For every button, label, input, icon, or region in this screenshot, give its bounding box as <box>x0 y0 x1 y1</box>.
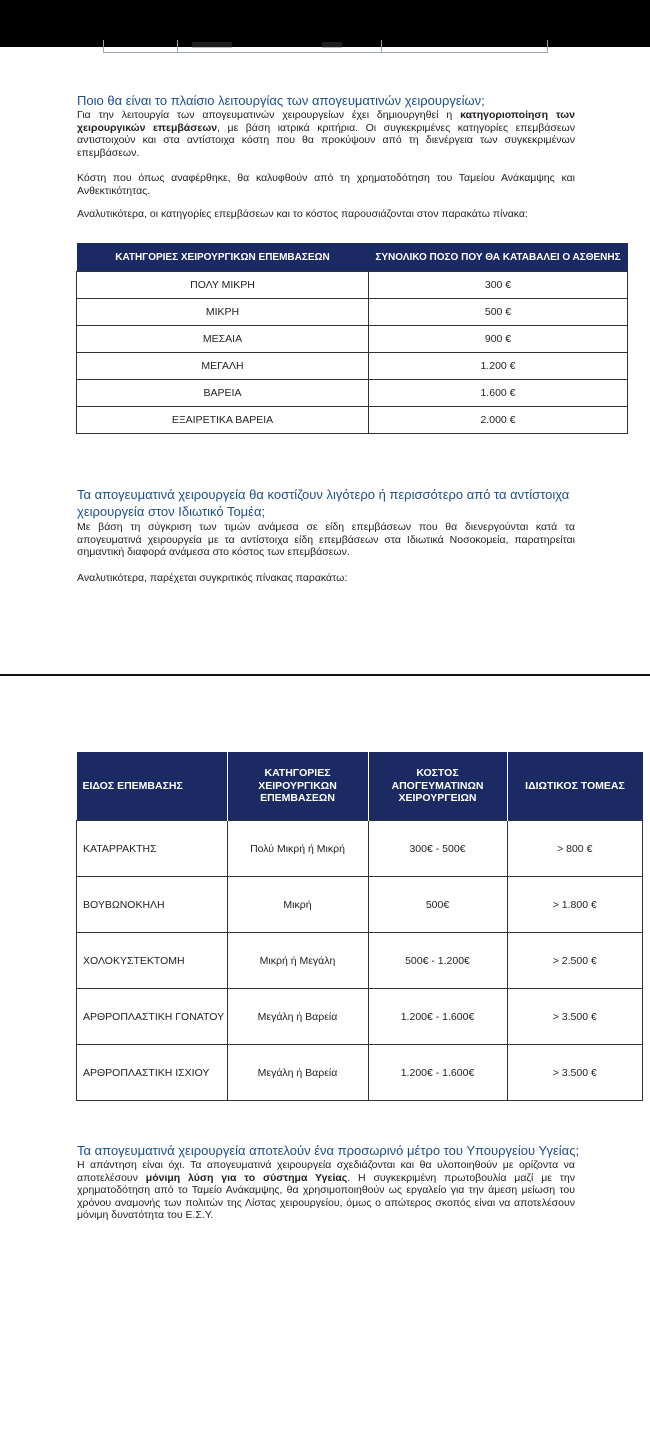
table-row <box>77 877 643 933</box>
table-cell: Μικρή <box>227 877 368 933</box>
table-cell: ΠΟΛΥ ΜΙΚΡΗ <box>77 272 369 299</box>
table-cell: Μεγάλη ή Βαρεία <box>227 1045 368 1101</box>
section1-paragraph-3: Αναλυτικότερα, οι κατηγορίες επεμβάσεων και το κόστος παρουσιάζονται στον παρακάτω πίνακα: <box>77 208 528 220</box>
comparison-table <box>76 752 643 1101</box>
table-cell: 500 € <box>369 299 628 326</box>
table-cell: 1.200€ - 1.600€ <box>368 989 507 1045</box>
section3-paragraph-1: Η απάντηση είναι όχι. Τα απογευματινά χειρουργεία σχεδιάζονται και θα υλοποιηθούν με ορίζοντα να αποτελέσουν μόνιμη λύση για το σύστημα Υγείας. Η συγκεκριμένη πρωτοβουλία μαζί με την χρηματοδότηση από το Ταμείο Ανάκαμψης, θα χρησιμοποιηθούν ως εργαλείο για την άμεση μείωση του χρόνου αναμονής των πολιτών της Λίστας χειρουργείου, όμως ο απώτερος σκοπός είναι να αποτελέσουν μόνιμη δυνατότητα του Ε.Σ.Υ. <box>77 1159 575 1222</box>
table-cell: Μικρή ή Μεγάλη <box>227 933 368 989</box>
section2-heading: Τα απογευματινά χειρουργεία θα κοστίζουν λιγότερο ή περισσότερο από τα αντίστοιχα χειρουργεία στον Ιδιωτικό Τομέα; <box>77 487 570 519</box>
section2-paragraph-2: Αναλυτικότερα, παρέχεται συγκριτικός πίνακας παρακάτω: <box>77 572 348 584</box>
section3-heading: Τα απογευματινά χειρουργεία αποτελούν ένα προσωρινό μέτρο του Υπουργείου Υγείας; <box>77 1143 580 1158</box>
table-cell: 900 € <box>369 326 628 353</box>
table-row <box>77 407 628 434</box>
section1-paragraph-2: Κόστη που όπως αναφέρθηκε, θα καλυφθούν από τη χρηματοδότηση του Ταμείου Ανάκαμψης και Ανθεκτικότητας. <box>77 172 575 197</box>
surgery-cost-table <box>76 243 628 434</box>
table-cell: 500€ <box>368 877 507 933</box>
table-cell: ΒΟΥΒΩΝΟΚΗΛΗ <box>77 877 228 933</box>
table-row <box>77 1045 643 1101</box>
table-header-row <box>77 752 643 821</box>
table-row <box>77 272 628 299</box>
table-cell: ΜΕΣΑΙΑ <box>77 326 369 353</box>
table-cell: 1.200 € <box>369 353 628 380</box>
table-cell: 1.600 € <box>369 380 628 407</box>
table-header-cell: ΣΥΝΟΛΙΚΟ ΠΟΣΟ ΠΟΥ ΘΑ ΚΑΤΑΒΑΛΕΙ Ο ΑΣΘΕΝΗΣ <box>369 243 628 272</box>
table-header-cell: ΚΑΤΗΓΟΡΙΕΣ ΧΕΙΡΟΥΡΓΙΚΩΝ ΕΠΕΜΒΑΣΕΩΝ <box>227 752 368 821</box>
section2-paragraph-1: Με βάση τη σύγκριση των τιμών ανάμεσα σε είδη επεμβάσεων που θα διενεργούνται κατά τα απογευματινά χειρουργεία με τα αντίστοιχα είδη επεμβάσεων στα Ιδιωτικά Νοσοκομεία, παρατηρείται σημαντική διαφορά ανάμεσα στο κόστος των επεμβάσεων. <box>77 521 575 559</box>
table-cell: ΑΡΘΡΟΠΛΑΣΤΙΚΗ ΓΟΝΑΤΟΥ <box>77 989 228 1045</box>
table-cell: ΚΑΤΑΡΡΑΚΤΗΣ <box>77 821 228 877</box>
table-cell: > 2.500 € <box>507 933 643 989</box>
table-row <box>77 299 628 326</box>
table-cell: 1.200€ - 1.600€ <box>368 1045 507 1101</box>
table-header-cell: ΕΙΔΟΣ ΕΠΕΜΒΑΣΗΣ <box>77 752 228 821</box>
table-row <box>77 326 628 353</box>
table-cell: 300€ - 500€ <box>368 821 507 877</box>
table-cell: 2.000 € <box>369 407 628 434</box>
table-header-cell: ΙΔΙΩΤΙΚΟΣ ΤΟΜΕΑΣ <box>507 752 643 821</box>
table-header-cell: ΚΑΤΗΓΟΡΙΕΣ ΧΕΙΡΟΥΡΓΙΚΩΝ ΕΠΕΜΒΑΣΕΩΝ <box>77 243 369 272</box>
table-row <box>77 380 628 407</box>
table-header-cell: ΚΟΣΤΟΣ ΑΠΟΓΕΥΜΑΤΙΝΩΝ ΧΕΙΡΟΥΡΓΕΙΩΝ <box>368 752 507 821</box>
table-row <box>77 933 643 989</box>
table-cell: ΒΑΡΕΙΑ <box>77 380 369 407</box>
table-cell: Πολύ Μικρή ή Μικρή <box>227 821 368 877</box>
table-cell: ΜΕΓΑΛΗ <box>77 353 369 380</box>
table-cell: 300 € <box>369 272 628 299</box>
table-row <box>77 989 643 1045</box>
table-cell: ΜΙΚΡΗ <box>77 299 369 326</box>
table-header-row <box>77 243 628 272</box>
table-cell: 500€ - 1.200€ <box>368 933 507 989</box>
table-cell: > 800 € <box>507 821 643 877</box>
section1-paragraph-1: Για την λειτουργία των απογευματινών χειρουργείων έχει δημιουργηθεί η κατηγοριοποίηση των χειρουργικών επεμβάσεων, με βάση ιατρικά κριτήρια. Οι συγκεκριμένες κατηγορίες επεμβάσεων αντιστοιχούν και στα αντίστοιχα κόστη που θα προκύψουν από τη διενέργεια των συγκεκριμένων επεμβάσεων. <box>77 109 575 159</box>
table-cell: > 1.800 € <box>507 877 643 933</box>
table-row <box>77 821 643 877</box>
previous-table-fragment <box>103 40 548 53</box>
table-cell: > 3.500 € <box>507 989 643 1045</box>
table-row <box>77 353 628 380</box>
table-cell: Μεγάλη ή Βαρεία <box>227 989 368 1045</box>
page-divider <box>0 674 650 676</box>
table-cell: ΧΟΛΟΚΥΣΤΕΚΤΟΜΗ <box>77 933 228 989</box>
section1-heading: Ποιο θα είναι το πλαίσιο λειτουργίας των απογευματινών χειρουργείων; <box>77 93 485 108</box>
table-cell: ΑΡΘΡΟΠΛΑΣΤΙΚΗ ΙΣΧΙΟΥ <box>77 1045 228 1101</box>
table-cell: ΕΞΑΙΡΕΤΙΚΑ ΒΑΡΕΙΑ <box>77 407 369 434</box>
table-cell: > 3.500 € <box>507 1045 643 1101</box>
